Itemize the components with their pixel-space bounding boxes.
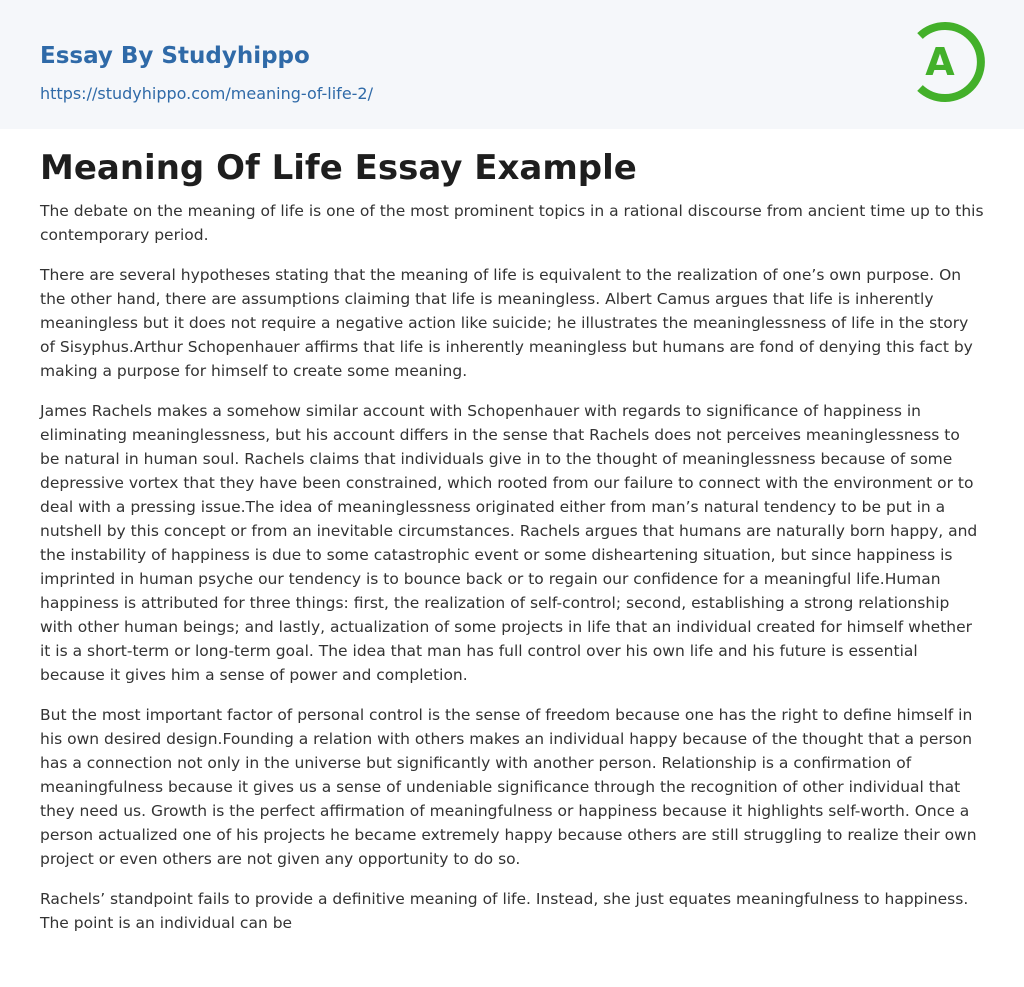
paragraph-4: But the most important factor of personal control is the sense of freedom because one has the right to define himself in his own desired design.Founding a relation with others makes an individual happy because of the thought that a person has a connection not only in the universe but significantly with another person. Relationship is a confirmation of meaningfulness because it gives us a sense of undeniable significance through the recognition of other individual that they need us. Growth is the perfect affirmation of meaningfulness or happiness because it highlights self-worth. Once a person actualized one of his projects he became extremely happy because others are still struggling to realize their own project or even others are not given any opportunity to do so.	[40, 706, 977, 868]
essay-url-link[interactable]: https://studyhippo.com/meaning-of-life-2/	[40, 84, 373, 103]
site-header	[0, 0, 1024, 129]
logo-letter: A	[925, 40, 955, 84]
article-content	[40, 145, 984, 951]
page-title: Meaning Of Life Essay Example	[40, 148, 637, 188]
brand-title[interactable]: Essay By Studyhippo	[40, 43, 310, 69]
paragraph-5: Rachels’ standpoint fails to provide a definitive meaning of life. Instead, she just equates meaningfulness to happiness. The point is an individual can be	[40, 890, 969, 932]
paragraph-3: James Rachels makes a somehow similar account with Schopenhauer with regards to significance of happiness in eliminating meaninglessness, but his account differs in the sense that Rachels does not perceives meaninglessness to be natural in human soul. Rachels claims that individuals give in to the thought of meaninglessness because of some depressive vortex that they have been constrained, which rooted from our failure to connect with the environment or to deal with a pressing issue.The idea of meaninglessness originated either from man’s natural tendency to be put in a nutshell by this concept or from an inevitable circumstances. Rachels argues that humans are naturally born happy, and the instability of happiness is due to some catastrophic event or some disheartening situation, but since happiness is imprinted in human psyche our tendency is to bounce back or to regain our confidence for a meaningful life.Human happiness is attributed for three things: first, the realization of self-control; second, establishing a strong relationship with other human beings; and lastly, actualization of some projects in life that an individual created for himself whether it is a short-term or long-term goal. The idea that man has full control over his own life and his future is essential because it gives him a sense of power and completion.	[40, 402, 978, 684]
paragraph-1: The debate on the meaning of life is one of the most prominent topics in a rational discourse from ancient time up to this contemporary period.	[40, 202, 984, 244]
a-circle-logo-icon[interactable]	[910, 18, 988, 106]
paragraph-2: There are several hypotheses stating that the meaning of life is equivalent to the realization of one’s own purpose. On the other hand, there are assumptions claiming that life is meaningless. Albert Camus argues that life is inherently meaningless but it does not require a negative action like suicide; he illustrates the meaninglessness of life in the story of Sisyphus.Arthur Schopenhauer affirms that life is inherently meaningless but humans are fond of denying this fact by making a purpose for himself to create some meaning.	[40, 266, 973, 380]
